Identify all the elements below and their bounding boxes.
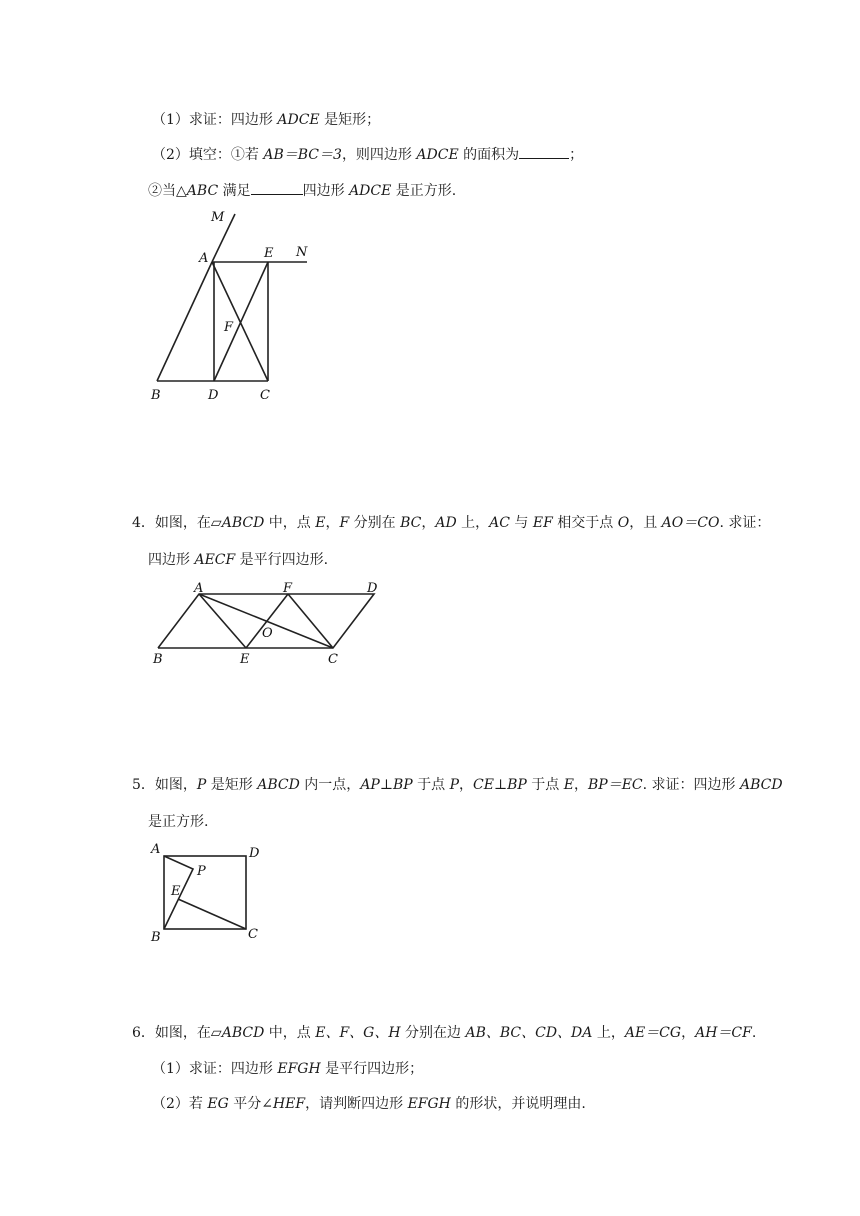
text: 的形状，并说明理由. xyxy=(450,1096,586,1112)
text: 中，点 xyxy=(264,1025,316,1041)
label-o: O xyxy=(262,626,273,641)
shape-name: ABCD xyxy=(221,515,265,531)
condition: CE⊥BP xyxy=(473,777,527,793)
question-number: 4． xyxy=(132,515,155,531)
label-a: A xyxy=(151,842,161,857)
condition: BP＝EC xyxy=(588,777,643,793)
shape-name: AECF xyxy=(194,552,236,568)
condition: AP⊥BP xyxy=(360,777,413,793)
text: （2）填空：①若 xyxy=(152,147,264,163)
text: ， xyxy=(325,515,340,531)
text: 分别在 xyxy=(349,515,401,531)
label-a: A xyxy=(199,251,209,266)
label-e: E xyxy=(240,652,250,667)
text: ， xyxy=(459,777,474,793)
label-f: F xyxy=(224,320,234,335)
text: （1）求证：四边形 xyxy=(152,1061,278,1077)
question-number: 6． xyxy=(132,1025,155,1041)
condition: AE＝CG xyxy=(624,1025,682,1041)
point-name: P xyxy=(196,777,207,793)
text: ， xyxy=(421,515,436,531)
q6-line1 xyxy=(132,1023,756,1043)
shape-name: ADCE xyxy=(277,112,320,128)
label-d: D xyxy=(249,846,260,861)
text: 上， xyxy=(592,1025,625,1041)
text: 是正方形. xyxy=(391,183,457,199)
text: ，请判断四边形 xyxy=(305,1096,408,1112)
label-e: E xyxy=(171,884,181,899)
text: ，则四边形 xyxy=(341,147,417,163)
segment-name: EF xyxy=(532,515,553,531)
label-c: C xyxy=(328,652,338,667)
condition: AB＝BC＝3 xyxy=(263,147,342,163)
shape-name: ABCD xyxy=(740,777,783,793)
point-names: E、F、G、H xyxy=(315,1025,401,1041)
text: . 求证：四边形 xyxy=(642,777,740,793)
shape-name: ADCE xyxy=(416,147,459,163)
condition: AO＝CO xyxy=(661,515,720,531)
text: 是平行四边形； xyxy=(320,1061,424,1077)
label-c: C xyxy=(248,927,258,942)
label-a: A xyxy=(194,581,204,596)
shape-name: EFGH xyxy=(277,1061,321,1077)
triangle-name: ABC xyxy=(186,183,219,199)
condition: AH＝CF xyxy=(695,1025,752,1041)
side-names: AB、BC、CD、DA xyxy=(465,1025,593,1041)
segment-ec xyxy=(178,899,246,929)
text: ， xyxy=(681,1025,696,1041)
text: 的面积为 xyxy=(458,147,520,163)
point-name: P xyxy=(449,777,460,793)
label-b: B xyxy=(151,930,161,945)
label-b: B xyxy=(151,388,161,403)
text: 与 xyxy=(509,515,533,531)
label-d: D xyxy=(208,388,219,403)
q6-part1 xyxy=(152,1059,423,1079)
point-name: E xyxy=(315,515,326,531)
text: 是矩形 xyxy=(206,777,258,793)
text: ； xyxy=(569,147,584,163)
text: . 求证： xyxy=(719,515,771,531)
text: 于点 xyxy=(526,777,564,793)
label-m: M xyxy=(211,210,225,225)
shape-name: ADCE xyxy=(349,183,392,199)
segment-name: EG xyxy=(207,1096,229,1112)
text: . xyxy=(751,1025,757,1041)
text: 平分∠ xyxy=(228,1096,273,1112)
text: 上， xyxy=(456,515,490,531)
text: 中，点 xyxy=(264,515,316,531)
point-name: E xyxy=(563,777,574,793)
shape-name: ABCD xyxy=(257,777,300,793)
text: （1）求证：四边形 xyxy=(152,112,278,128)
text: 如图， xyxy=(154,777,197,793)
label-f: F xyxy=(283,581,293,596)
text: ，且 xyxy=(629,515,662,531)
text: 四边形 xyxy=(302,183,350,199)
q6-part2 xyxy=(152,1094,586,1114)
shape-name: ABCD xyxy=(221,1025,265,1041)
text: 如图，在▱ xyxy=(154,1025,222,1041)
text: （2）若 xyxy=(152,1096,208,1112)
text: 分别在边 xyxy=(400,1025,466,1041)
text: 满足 xyxy=(218,183,251,199)
question-number: 5． xyxy=(132,777,155,793)
text: ②当△ xyxy=(148,183,187,199)
label-b: B xyxy=(153,652,163,667)
text: 相交于点 xyxy=(552,515,618,531)
angle-name: HEF xyxy=(272,1096,306,1112)
label-d: D xyxy=(367,581,378,596)
segment-name: AC xyxy=(489,515,510,531)
text: 是平行四边形. xyxy=(235,552,329,568)
text: 是矩形； xyxy=(319,112,381,128)
text: 四边形 xyxy=(148,552,195,568)
text: ， xyxy=(574,777,588,793)
shape-name: EFGH xyxy=(407,1096,451,1112)
segment-name: AD xyxy=(435,515,457,531)
label-p: P xyxy=(197,864,206,879)
label-e: E xyxy=(264,246,274,261)
text: 如图，在▱ xyxy=(154,515,222,531)
label-c: C xyxy=(260,388,270,403)
point-name: F xyxy=(339,515,350,531)
point-name: O xyxy=(617,515,630,531)
text: 于点 xyxy=(412,777,450,793)
segment-name: BC xyxy=(400,515,422,531)
label-n: N xyxy=(296,245,308,260)
q5-line2: 是正方形. xyxy=(148,814,209,830)
text: 内一点， xyxy=(299,777,361,793)
